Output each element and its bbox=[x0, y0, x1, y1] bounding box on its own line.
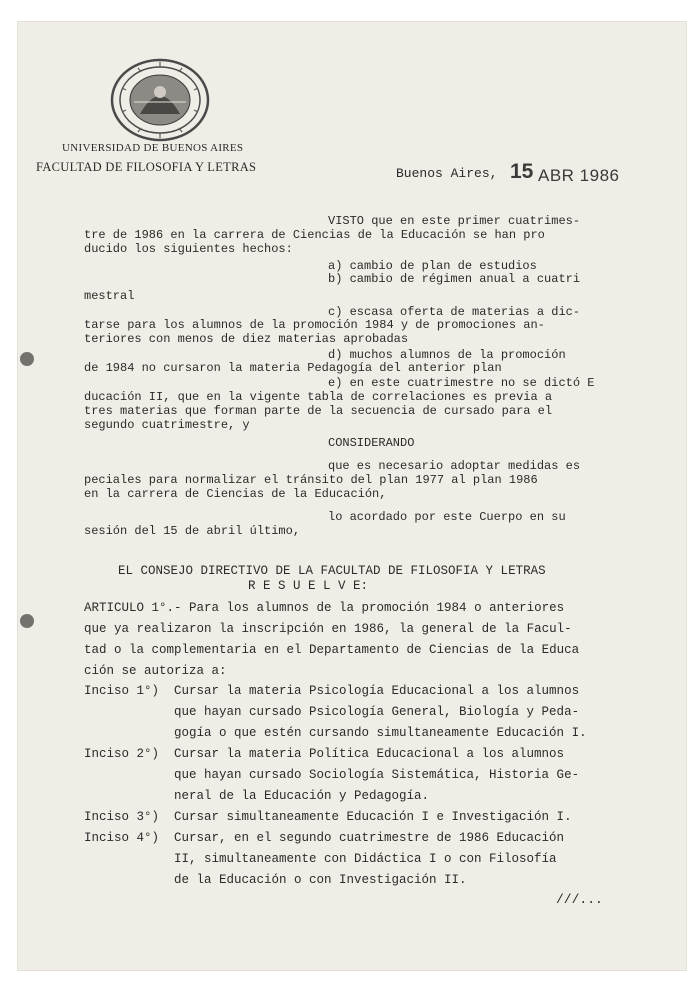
considerando-title: CONSIDERANDO bbox=[328, 436, 415, 450]
university-name: UNIVERSIDAD DE BUENOS AIRES bbox=[62, 142, 244, 154]
visto-line: tres materias que forman parte de la secuencia de cursado para el bbox=[84, 404, 553, 418]
inciso-text: Cursar simultaneamente Educación I e Investigación I. bbox=[174, 810, 572, 824]
continuation-mark: ///... bbox=[556, 892, 603, 907]
considerando-line: sesión del 15 de abril último, bbox=[84, 524, 301, 538]
resuelve-heading: R E S U E L V E: bbox=[248, 579, 369, 593]
binder-hole-bottom bbox=[20, 614, 34, 628]
inciso-text: II, simultaneamente con Didáctica I o con Filosofía bbox=[174, 852, 557, 866]
inciso-text: que hayan cursado Psicología General, Biología y Peda- bbox=[174, 705, 580, 719]
inciso-text: de la Educación o con Investigación II. bbox=[174, 873, 467, 887]
considerando-line: lo acordado por este Cuerpo en su bbox=[328, 510, 566, 524]
article-line: ARTICULO 1°.- Para los alumnos de la promoción 1984 o anteriores bbox=[84, 601, 565, 615]
university-seal-icon bbox=[110, 58, 210, 142]
inciso-text: Cursar la materia Política Educacional a los alumnos bbox=[174, 747, 565, 761]
considerando-line: que es necesario adoptar medidas es bbox=[328, 459, 581, 473]
inciso-label: Inciso 3°) bbox=[84, 810, 160, 824]
council-heading: EL CONSEJO DIRECTIVO DE LA FACULTAD DE FILOSOFIA Y LETRAS bbox=[118, 564, 546, 578]
inciso-text: que hayan cursado Sociología Sistemática, Historia Ge- bbox=[174, 768, 580, 782]
inciso-text: neral de la Educación y Pedagogía. bbox=[174, 789, 430, 803]
visto-line: segundo cuatrimestre, y bbox=[84, 418, 250, 432]
date-month-year: ABR 1986 bbox=[538, 166, 620, 185]
inciso-label: Inciso 4°) bbox=[84, 831, 160, 845]
visto-line: tarse para los alumnos de la promoción 1984 y de promociones an- bbox=[84, 318, 545, 332]
visto-line: d) muchos alumnos de la promoción bbox=[328, 348, 566, 362]
article-line: ción se autoriza a: bbox=[84, 664, 227, 678]
visto-line: teriores con menos de diez materias aprobadas bbox=[84, 332, 409, 346]
faculty-name: FACULTAD DE FILOSOFIA Y LETRAS bbox=[36, 160, 257, 174]
binder-hole-top bbox=[20, 352, 34, 366]
inciso-label: Inciso 1°) bbox=[84, 684, 160, 698]
considerando-line: en la carrera de Ciencias de la Educación, bbox=[84, 487, 387, 501]
visto-line: ducido los siguientes hechos: bbox=[84, 242, 293, 256]
visto-line: VISTO que en este primer cuatrimes- bbox=[328, 214, 581, 228]
article-line: tad o la complementaria en el Departamento de Ciencias de la Educa bbox=[84, 643, 580, 657]
visto-line: c) escasa oferta de materias a dic- bbox=[328, 305, 581, 319]
visto-line: ducación II, que en la vigente tabla de correlaciones es previa a bbox=[84, 390, 553, 404]
visto-line: b) cambio de régimen anual a cuatri bbox=[328, 272, 581, 286]
visto-line: de 1984 no cursaron la materia Pedagogía del anterior plan bbox=[84, 361, 502, 375]
visto-line: tre de 1986 en la carrera de Ciencias de la Educación se han pro bbox=[84, 228, 545, 242]
visto-line: mestral bbox=[84, 289, 135, 303]
inciso-text: Cursar, en el segundo cuatrimestre de 1986 Educación bbox=[174, 831, 565, 845]
inciso-label: Inciso 2°) bbox=[84, 747, 160, 761]
date-day: 15 bbox=[510, 160, 534, 183]
article-line: que ya realizaron la inscripción en 1986, la general de la Facul- bbox=[84, 622, 572, 636]
visto-line: e) en este cuatrimestre no se dictó E bbox=[328, 376, 595, 390]
considerando-line: peciales para normalizar el tránsito del plan 1977 al plan 1986 bbox=[84, 473, 538, 487]
date-place: Buenos Aires, bbox=[396, 166, 498, 181]
inciso-text: Cursar la materia Psicología Educacional a los alumnos bbox=[174, 684, 580, 698]
inciso-text: gogía o que estén cursando simultaneamente Educación I. bbox=[174, 726, 587, 740]
visto-line: a) cambio de plan de estudios bbox=[328, 259, 537, 273]
